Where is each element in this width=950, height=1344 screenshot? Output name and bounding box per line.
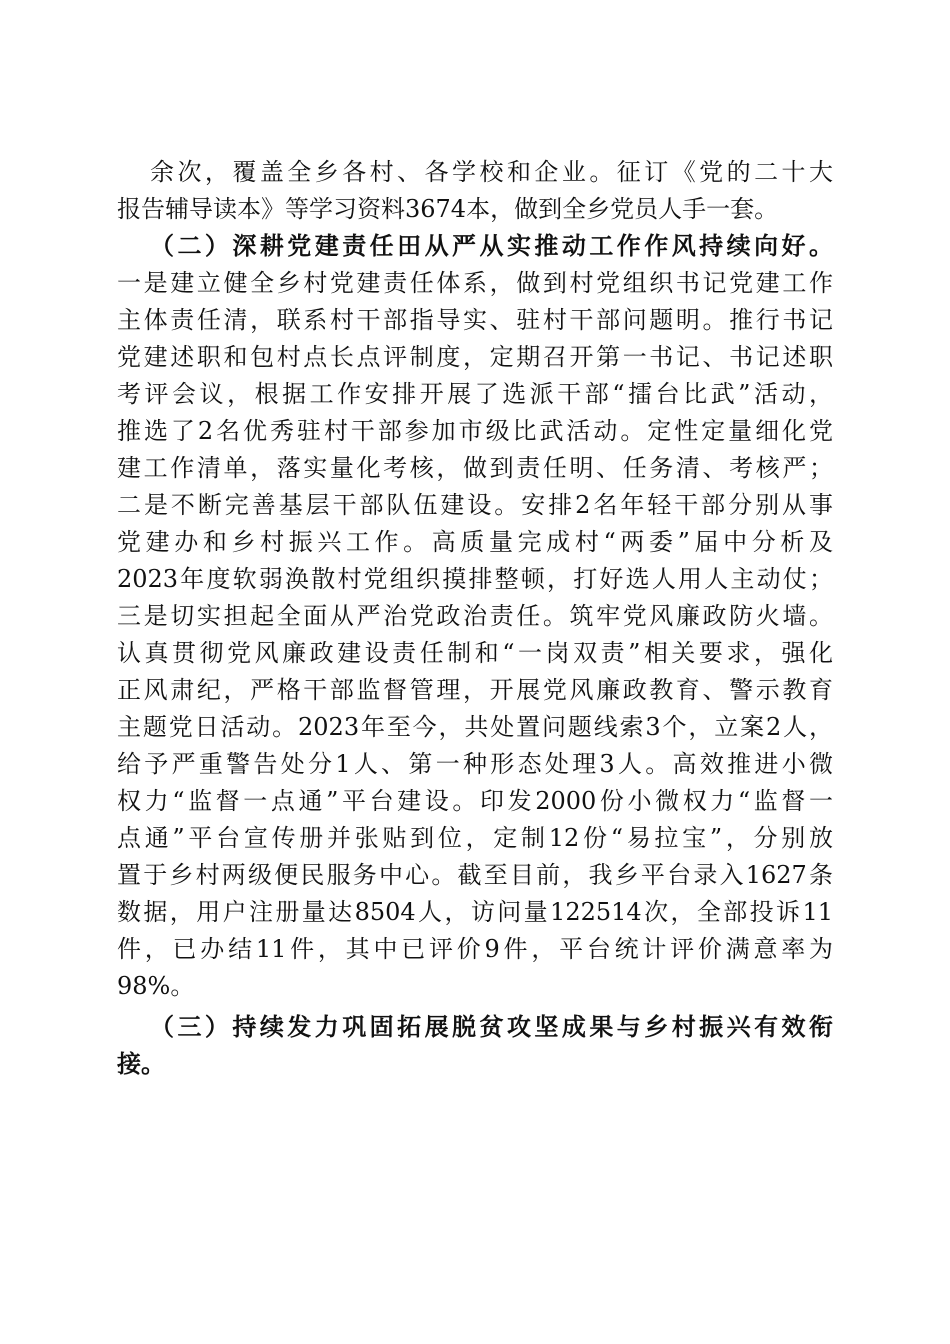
text-line: 二是不断完善基层干部队伍建设。安排2名年轻干部分别从事 [117, 491, 833, 519]
heading-text: （二）深耕党建责任田从严从实推动工作作风持续向好。 [150, 232, 833, 260]
text-line: 建工作清单，落实量化考核，做到责任明、任务清、考核严； [117, 454, 833, 482]
text-line: 给予严重警告处分1人、第一种形态处理3人。高效推进小微 [117, 750, 833, 778]
text-line: 主体责任清，联系村干部指导实、驻村干部问题明。推行书记 [117, 306, 833, 334]
text-line: 98%。 [117, 972, 195, 1000]
text-line: 置于乡村两级便民服务中心。截至目前，我乡平台录入1627条 [117, 861, 833, 889]
heading-text: （三）持续发力巩固拓展脱贫攻坚成果与乡村振兴有效衔 [150, 1013, 833, 1041]
text-line: 一是建立健全乡村党建责任体系，做到村党组织书记党建工作 [117, 269, 833, 297]
text-line: 权力“监督一点通”平台建设。印发2000份小微权力“监督一 [117, 787, 833, 815]
text-line: 2023年度软弱涣散村党组织摸排整顿，打好选人用人主动仗； [117, 565, 833, 593]
text-line: 考评会议，根据工作安排开展了选派干部“擂台比武”活动， [117, 380, 833, 408]
text-line: 数据，用户注册量达8504人，访问量122514次，全部投诉11 [117, 898, 833, 926]
paragraph-2 [117, 265, 833, 1005]
text-line: 党建办和乡村振兴工作。高质量完成村“两委”届中分析及 [117, 528, 833, 556]
text-line: 报告辅导读本》等学习资料3674本，做到全乡党员人手一套。 [117, 195, 779, 223]
text-line: 主题党日活动。2023年至今，共处置问题线索3个，立案2人， [117, 713, 833, 741]
text-line: 认真贯彻党风廉政建设责任制和“一岗双责”相关要求，强化 [117, 639, 833, 667]
text-line: 余次，覆盖全乡各村、各学校和企业。征订《党的二十大 [150, 158, 833, 186]
text-line: 党建述职和包村点长点评制度，定期召开第一书记、书记述职 [117, 343, 833, 371]
heading-text: 接。 [117, 1050, 165, 1078]
text-line: 件，已办结11件，其中已评价9件，平台统计评价满意率为 [117, 935, 833, 963]
text-line: 推选了2名优秀驻村干部参加市级比武活动。定性定量细化党 [117, 417, 833, 445]
document-body [117, 154, 833, 1083]
section-heading-2 [117, 228, 833, 265]
text-line: 点通”平台宣传册并张贴到位，定制12份“易拉宝”，分别放 [117, 824, 833, 852]
section-heading-3 [117, 1009, 833, 1083]
text-line: 三是切实担起全面从严治党政治责任。筑牢党风廉政防火墙。 [117, 602, 833, 630]
text-line: 正风肃纪，严格干部监督管理，开展党风廉政教育、警示教育 [117, 676, 833, 704]
paragraph-1 [117, 154, 833, 228]
